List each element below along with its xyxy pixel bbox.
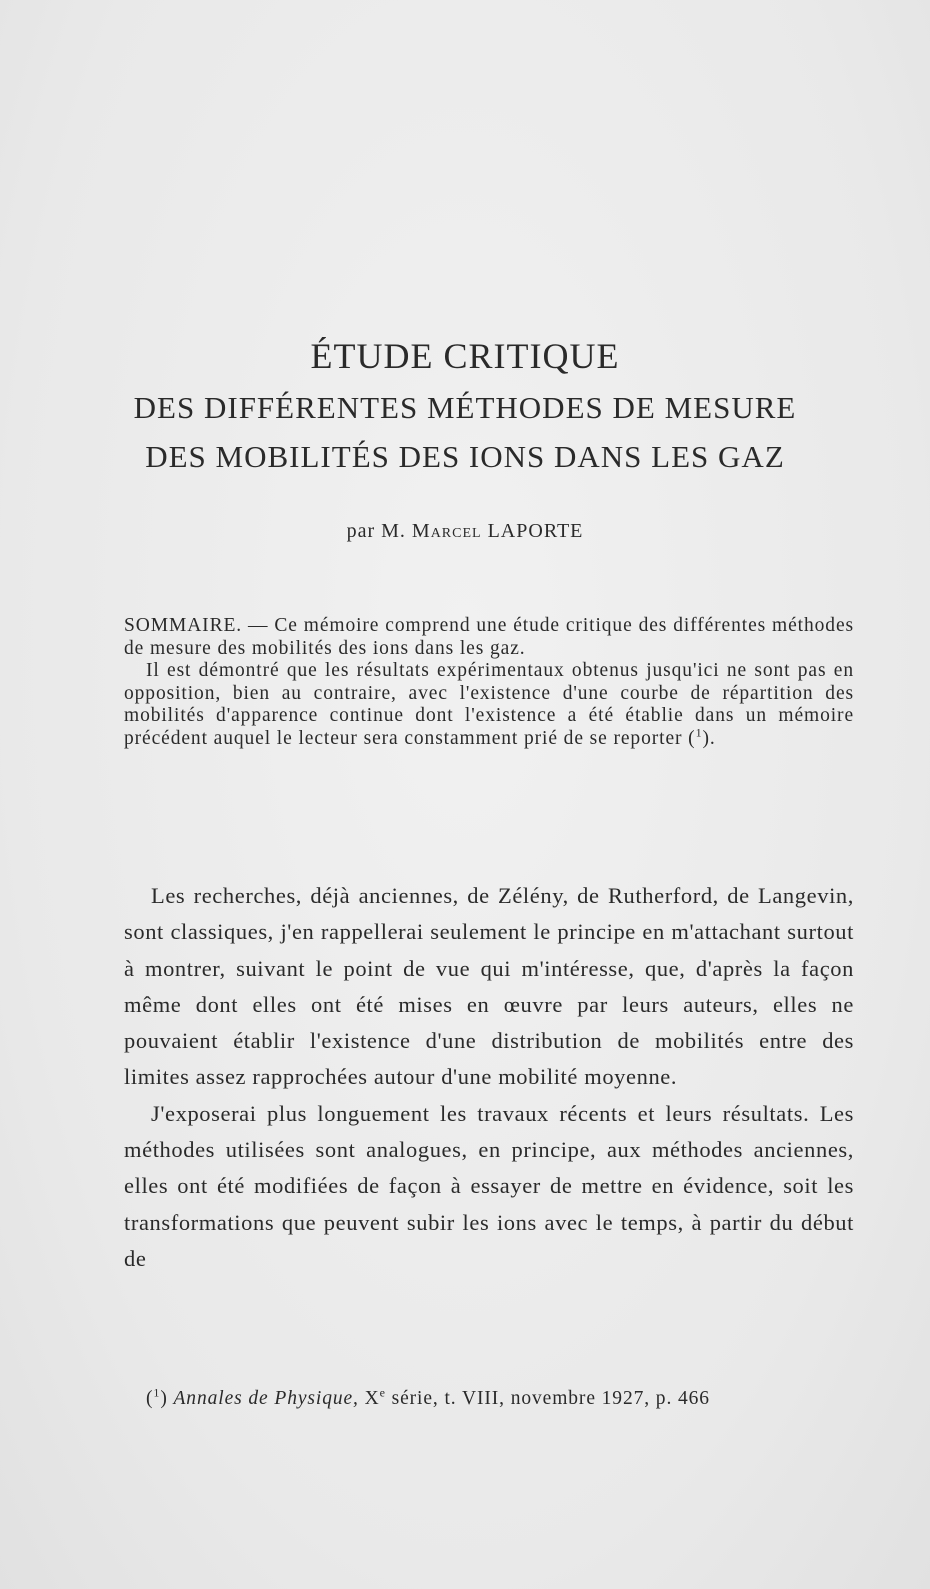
body-paragraph-1: Les recherches, déjà anciennes, de Zélény, de Rutherford, de Langevin, sont classiques, j'en rappellerai seulement le principe en m'attachant surtout à montrer, suivant le point de vue qui m'intéresse, que, d'après la façon même dont elles ont été mises en œuvre par leurs auteurs, elles ne pouvaient établir l'existence d'une distribution de mobilités entre des limites assez rapprochées autour d'une mobilité moyenne. [124,883,854,1090]
article-subtitle-line-1: DES DIFFÉRENTES MÉTHODES DE MESURE [133,390,797,425]
article-title: ÉTUDE CRITIQUE [310,336,620,376]
footnote-marker: 1 [153,1385,161,1400]
footnote-marker-close: ) [160,1388,168,1409]
footnote-paragraph [124,1385,854,1411]
footnote-marker-open: ( [146,1388,154,1409]
footnote-series-number: X [364,1388,380,1409]
author-last-name: LAPORTE [487,520,584,542]
abstract-paragraph-2-end: ). [702,727,716,749]
footnote [124,1385,854,1411]
abstract-paragraph-2-text: Il est démontré que les résultats expérimentaux obtenus jusqu'ici ne sont pas en opposition, bien au contraire, avec l'existence d'une courbe de répartition des mobilités d'apparence continue dont l'existence a été établie dans un mémoire précédent auquel le lecteur sera constamment prié de se reporter ( [124,660,854,749]
footnote-citation: série, t. VIII, novembre 1927, p. 466 [391,1388,710,1409]
footnote-reference: 1 [695,725,703,739]
article-subtitle-line-2: DES MOBILITÉS DES IONS DANS LES GAZ [145,439,785,474]
body-paragraph-2: J'exposerai plus longuement les travaux récents et leurs résultats. Les méthodes utilisées sont analogues, en principe, aux méthodes anciennes, elles ont été modifiées de façon à essayer de mettre en évidence, soit les transformations que peuvent subir les ions avec le temps, à partir du début de [124,1100,854,1271]
body-text [124,878,854,1277]
author-line [0,520,930,543]
abstract-paragraph-1: SOMMAIRE. — Ce mémoire comprend une étude critique des différentes méthodes de mesure des mobilités des ions dans les gaz. [124,615,854,659]
abstract [124,615,854,750]
author-first-name: Marcel [411,520,482,542]
author-prefix: par M. [346,520,406,542]
footnote-series-superscript: e [379,1385,386,1400]
abstract-paragraph-2 [124,660,854,750]
footnote-journal: Annales de Physique, [173,1388,359,1409]
